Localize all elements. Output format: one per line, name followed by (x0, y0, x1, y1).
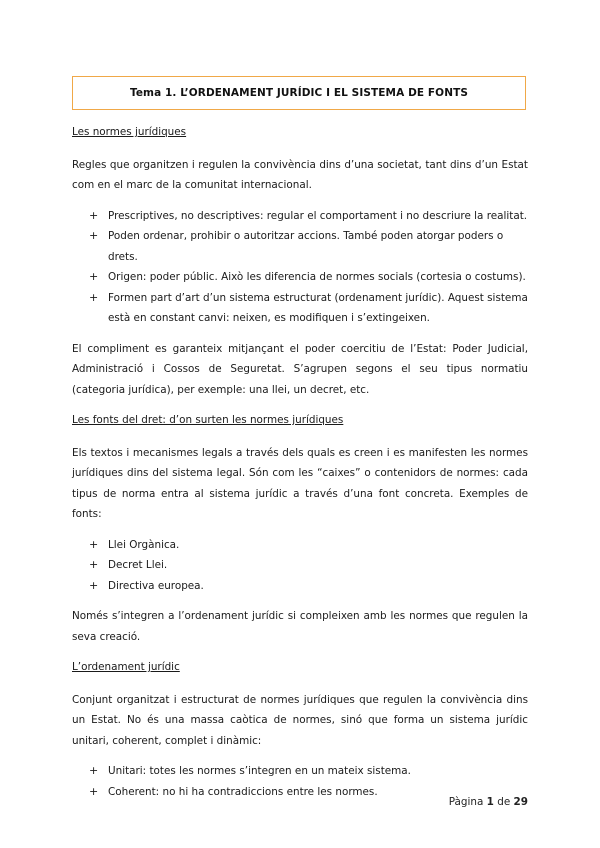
list-item-text: Formen part d’art d’un sistema estructurat (ordenament jurídic). Aquest sistema està en constant canvi: neixen, es modifiquen i s’extingeixen. (108, 291, 528, 324)
section-ordenament-juridic (72, 657, 528, 802)
section-normes-juridiques (72, 122, 528, 400)
list-item-text: Unitari: totes les normes s’integren en un mateix sistema. (108, 765, 411, 777)
list-item (72, 555, 528, 576)
section-outro: Només s’integren a l’ordenament jurídic si compleixen amb les normes que regulen la seva creació. (72, 610, 528, 643)
list-item-text: Origen: poder públic. Això les diferencia de normes socials (cortesia o costums). (108, 271, 526, 283)
current-page-number: 1 (486, 796, 494, 808)
page-label: Pàgina (448, 796, 484, 808)
plus-icon: + (89, 784, 99, 798)
bullet-list (72, 206, 528, 329)
list-item-text: Decret Llei. (108, 559, 168, 571)
total-pages-number: 29 (513, 796, 528, 808)
list-item (72, 288, 528, 329)
plus-icon: + (89, 537, 99, 551)
list-item-text: Coherent: no hi ha contradiccions entre les normes. (108, 785, 378, 798)
plus-icon: + (89, 229, 99, 242)
plus-icon: + (89, 290, 99, 304)
list-item (72, 267, 528, 288)
list-item (72, 576, 528, 597)
section-heading: Les fonts del dret: d’on surten les normes jurídiques (72, 414, 344, 426)
list-item (72, 761, 528, 782)
plus-icon: + (89, 764, 99, 777)
list-item (72, 535, 528, 556)
plus-icon: + (89, 578, 99, 592)
section-fonts-del-dret (72, 410, 528, 647)
document-title: Tema 1. L’ORDENAMENT JURÍDIC I EL SISTEMA DE FONTS (129, 87, 469, 99)
section-intro: Regles que organitzen i regulen la convivència dins d’una societat, tant dins d’un Estat com en el marc de la comunitat internacional. (72, 158, 528, 191)
list-item-text: Directiva europea. (108, 579, 204, 592)
page-footer (449, 796, 528, 808)
document-body (72, 122, 528, 812)
section-intro: Conjunt organitzat i estructurat de normes jurídiques que regulen la convivència dins un Estat. No és una massa caòtica de normes, sinó que forma un sistema jurídic unitari, coherent, complet i dinàmic: (72, 693, 528, 747)
section-heading: Les normes jurídiques (72, 126, 187, 138)
list-item (72, 226, 528, 267)
section-heading: L’ordenament jurídic (72, 661, 180, 673)
list-item-text: Llei Orgànica. (108, 538, 180, 551)
section-outro: El compliment es garanteix mitjançant el poder coercitiu de l’Estat: Poder Judicial, Administració i Cossos de Seguretat. S’agrupen segons el seu tipus normatiu (categoria jurídica), per exemple: una llei, un decret, etc. (72, 342, 528, 396)
plus-icon: + (89, 558, 99, 571)
section-intro: Els textos i mecanismes legals a través dels quals es creen i es manifesten les normes jurídiques dins del sistema legal. Són com les “caixes” o contenidors de normes: cada tipus de norma entra al sistema jurídic a través d’una font concreta. Exemples de fonts: (72, 446, 528, 520)
list-item-text: Poden ordenar, prohibir o autoritzar accions. També poden atorgar poders o drets. (108, 230, 504, 263)
page-separator: de (497, 796, 511, 808)
plus-icon: + (89, 208, 99, 222)
list-item (72, 206, 528, 227)
title-box (72, 76, 526, 110)
plus-icon: + (89, 270, 99, 283)
bullet-list (72, 535, 528, 597)
list-item-text: Prescriptives, no descriptives: regular el comportament i no descriure la realitat. (108, 209, 528, 222)
